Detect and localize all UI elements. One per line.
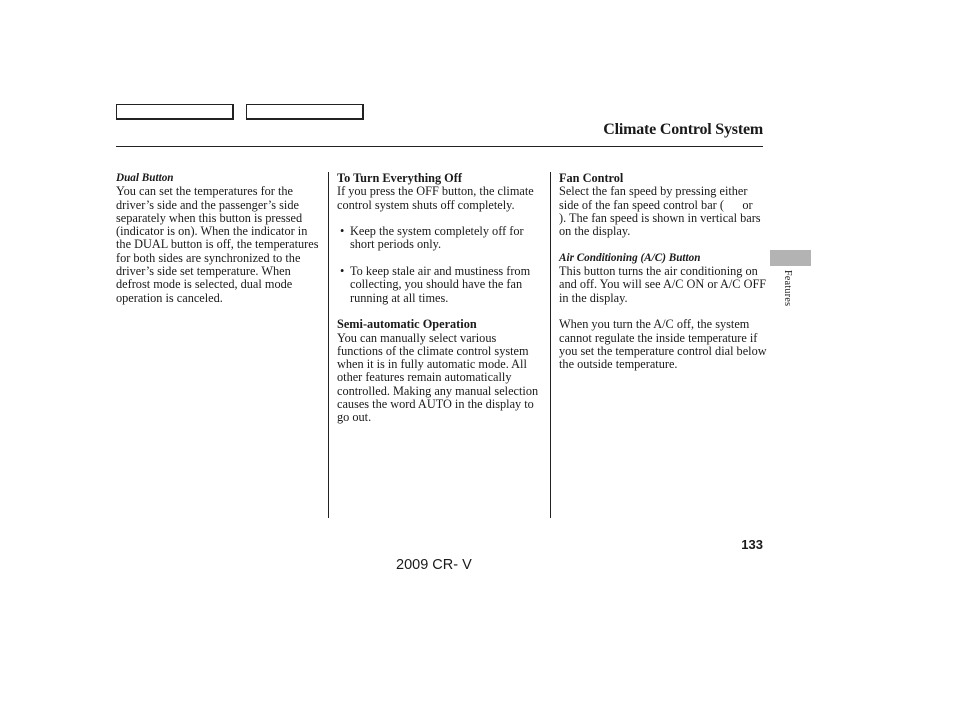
turn-off-bullet-list xyxy=(337,225,545,305)
page-number: 133 xyxy=(741,537,763,552)
nav-box-right[interactable] xyxy=(246,104,364,120)
column-off-semi xyxy=(337,172,545,425)
dual-button-body: You can set the temperatures for the driver’s side and the passenger’s side separately when this button is pressed (indicator is on). When the indicator in the DUAL button is off, the temperatures for both sides are synchronized to the driver’s side set temperature. When defrost mode is selected, dual mode operation is canceled. xyxy=(116,184,319,305)
ac-button-heading: Air Conditioning (A/C) Button xyxy=(559,251,701,264)
page-title: Climate Control System xyxy=(603,121,763,138)
bullet-text: Keep the system completely off for short periods only. xyxy=(350,224,524,252)
column-divider xyxy=(550,172,551,518)
ac-button-body: This button turns the air conditioning on and off. You will see A/C ON or A/C OFF in the display. xyxy=(559,264,767,305)
bullet-marker: • xyxy=(340,224,345,239)
nav-box-left[interactable] xyxy=(116,104,234,120)
bullet-item xyxy=(337,225,545,252)
section-tab-marker xyxy=(770,250,811,266)
turn-off-heading: To Turn Everything Off xyxy=(337,171,462,185)
column-divider xyxy=(328,172,329,518)
column-fan-ac xyxy=(559,171,772,372)
header-rule xyxy=(116,146,763,147)
column-dual-button xyxy=(116,172,322,305)
semi-auto-body: You can manually select various functions of the climate control system when it is in fully automatic mode. All other features remain automatically controlled. Making any manual selection causes the word AUTO in the display to go out. xyxy=(337,330,539,425)
fan-control-heading: Fan Control xyxy=(559,171,624,185)
dual-button-heading: Dual Button xyxy=(116,172,174,184)
section-tab-label: Features xyxy=(782,270,793,307)
fan-control-body: Select the fan speed by pressing either side of the fan speed control bar ( or ). The fan speed is shown in vertical bars on the display. xyxy=(559,184,772,239)
bullet-item xyxy=(337,265,545,305)
turn-off-body: If you press the OFF button, the climate control system shuts off completely. xyxy=(337,184,534,212)
bullet-text: To keep stale air and mustiness from collecting, you should have the fan running at all times. xyxy=(350,264,531,305)
ac-off-body: When you turn the A/C off, the system cannot regulate the inside temperature if you set the temperature control dial below the outside temperature. xyxy=(559,317,767,372)
semi-auto-heading: Semi-automatic Operation xyxy=(337,317,477,332)
bullet-marker: • xyxy=(340,264,345,279)
footer-model-label: 2009 CR- V xyxy=(396,557,472,573)
